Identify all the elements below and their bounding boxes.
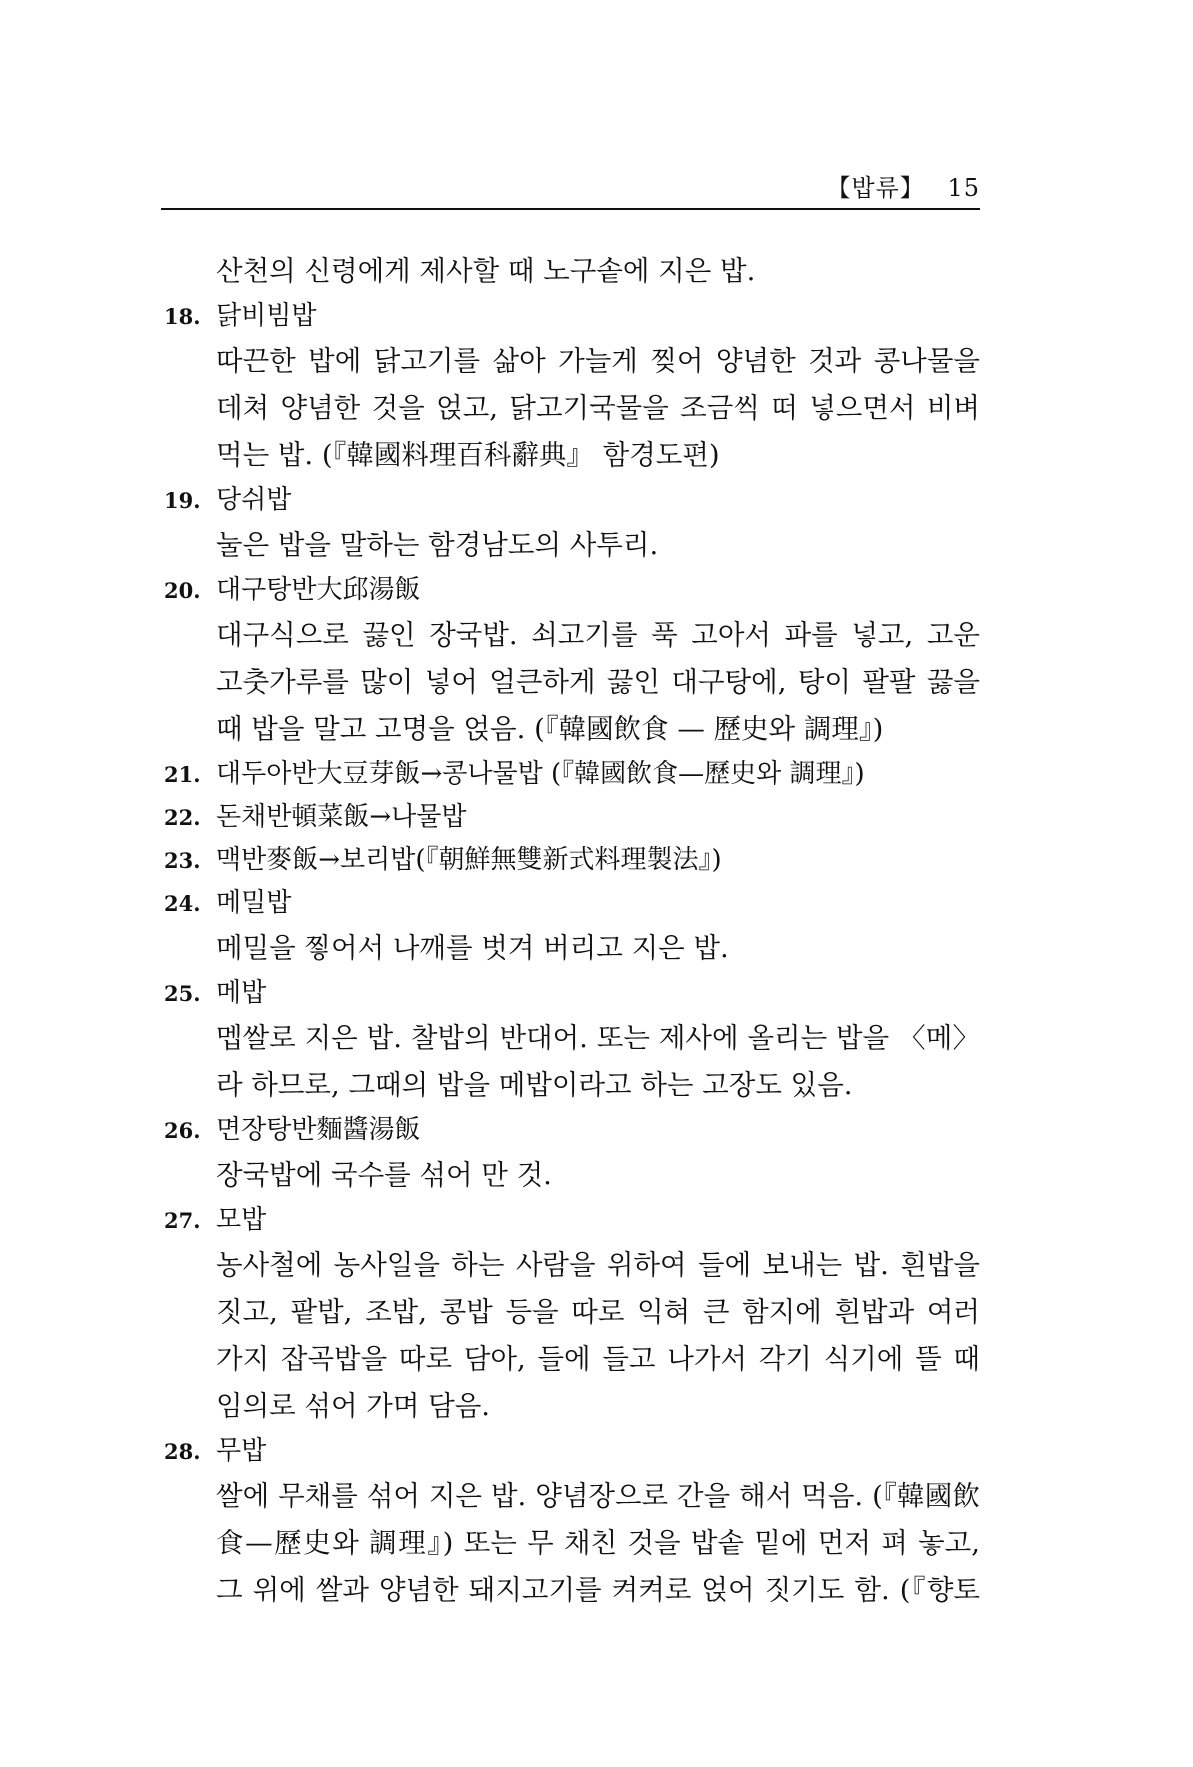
definition-line: 데쳐 양념한 것을 얹고, 닭고기국물을 조금씩 떠 넣으면서 비벼 xyxy=(216,392,980,424)
definition-line: 임의로 섞어 가며 담음. xyxy=(216,1390,491,1422)
entry-title: 메밀밥 xyxy=(216,888,292,918)
entry-heading xyxy=(164,882,980,925)
entry-title: 당쉬밥 xyxy=(216,485,292,515)
entry-heading xyxy=(164,1430,980,1473)
entry-title: 맥반麥飯→보리밥(『朝鮮無雙新式料理製法』) xyxy=(216,845,722,875)
definition-line: 대구식으로 끓인 장국밥. 쇠고기를 푹 고아서 파를 넣고, 고운 xyxy=(216,619,980,651)
definition-line: 짓고, 팥밥, 조밥, 콩밥 등을 따로 익혀 큰 함지에 흰밥과 여러 xyxy=(216,1296,980,1328)
entry-heading xyxy=(164,295,980,338)
entry-heading xyxy=(164,479,980,522)
entry-title: 대두아반大豆芽飯→콩나물밥 (『韓國飲食—歷史와 調理』) xyxy=(216,759,865,789)
entry-heading xyxy=(164,1109,980,1152)
definition-line: 쌀에 무채를 섞어 지은 밥. 양념장으로 간을 해서 먹음. (『韓國飲 xyxy=(216,1480,980,1512)
entry-title: 닭비빔밥 xyxy=(216,301,317,331)
entry-heading xyxy=(164,753,980,796)
definition-line: 농사철에 농사일을 하는 사람을 위하여 들에 보내는 밥. 흰밥을 xyxy=(216,1249,980,1281)
entry-number: 26. xyxy=(164,1118,201,1143)
entry-title: 돈채반頓菜飯→나물밥 xyxy=(216,802,467,832)
definition-line: 그 위에 쌀과 양념한 돼지고기를 켜켜로 얹어 짓기도 함. (『향토 xyxy=(216,1574,980,1606)
header-rule xyxy=(161,208,980,210)
definition-line: 메밀을 찧어서 나깨를 벗겨 버리고 지은 밥. xyxy=(216,932,729,964)
entry-number: 24. xyxy=(164,891,201,916)
definition-line: 멥쌀로 지은 밥. 찰밥의 반대어. 또는 제사에 올리는 밥을 〈메〉 xyxy=(216,1022,980,1054)
entry-title: 모밥 xyxy=(216,1205,267,1235)
section-label: 【밥류】 xyxy=(826,174,925,202)
entry-number: 18. xyxy=(164,304,201,329)
definition-line: 눌은 밥을 말하는 함경남도의 사투리. xyxy=(216,529,659,561)
definition-line: 라 하므로, 그때의 밥을 메밥이라고 하는 고장도 있음. xyxy=(216,1069,853,1101)
entry-title: 무밥 xyxy=(216,1436,267,1466)
entry-heading xyxy=(164,796,980,839)
entry-heading xyxy=(164,1199,980,1242)
definition-line: 먹는 밥. (『韓國料理百科辭典』 함경도편) xyxy=(216,439,720,471)
entry-number: 19. xyxy=(164,488,201,513)
entry-number: 23. xyxy=(164,848,201,873)
page-number: 15 xyxy=(947,174,980,202)
entry-number: 27. xyxy=(164,1208,201,1233)
entry-number: 25. xyxy=(164,981,201,1006)
definition-line: 때 밥을 말고 고명을 얹음. (『韓國飲食 — 歷史와 調理』) xyxy=(216,713,884,745)
entry-title: 메밥 xyxy=(216,978,267,1008)
entry-heading xyxy=(164,839,980,882)
definition-line: 고춧가루를 많이 넣어 얼큰하게 끓인 대구탕에, 탕이 팔팔 끓을 xyxy=(216,666,980,698)
definition-line: 食—歷史와 調理』) 또는 무 채친 것을 밥솥 밑에 먼저 펴 놓고, xyxy=(216,1527,980,1559)
running-head xyxy=(161,168,980,208)
entry-heading xyxy=(164,569,980,612)
entry-number: 22. xyxy=(164,805,201,830)
entry-number: 20. xyxy=(164,578,201,603)
definition-line: 가지 잡곡밥을 따로 담아, 들에 들고 나가서 각기 식기에 뜰 때 xyxy=(216,1343,980,1375)
entry-list xyxy=(164,248,980,1614)
entry-heading xyxy=(164,972,980,1015)
entry-title: 대구탕반大邱湯飯 xyxy=(216,575,421,605)
entry-title: 면장탕반麵醬湯飯 xyxy=(216,1115,421,1145)
definition-line: 따끈한 밥에 닭고기를 삶아 가늘게 찢어 양념한 것과 콩나물을 xyxy=(216,345,980,377)
definition-line: 장국밥에 국수를 섞어 만 것. xyxy=(216,1159,552,1191)
entry-number: 21. xyxy=(164,762,201,787)
entry-number: 28. xyxy=(164,1439,201,1464)
definition-line: 산천의 신령에게 제사할 때 노구솥에 지은 밥. xyxy=(216,255,756,287)
